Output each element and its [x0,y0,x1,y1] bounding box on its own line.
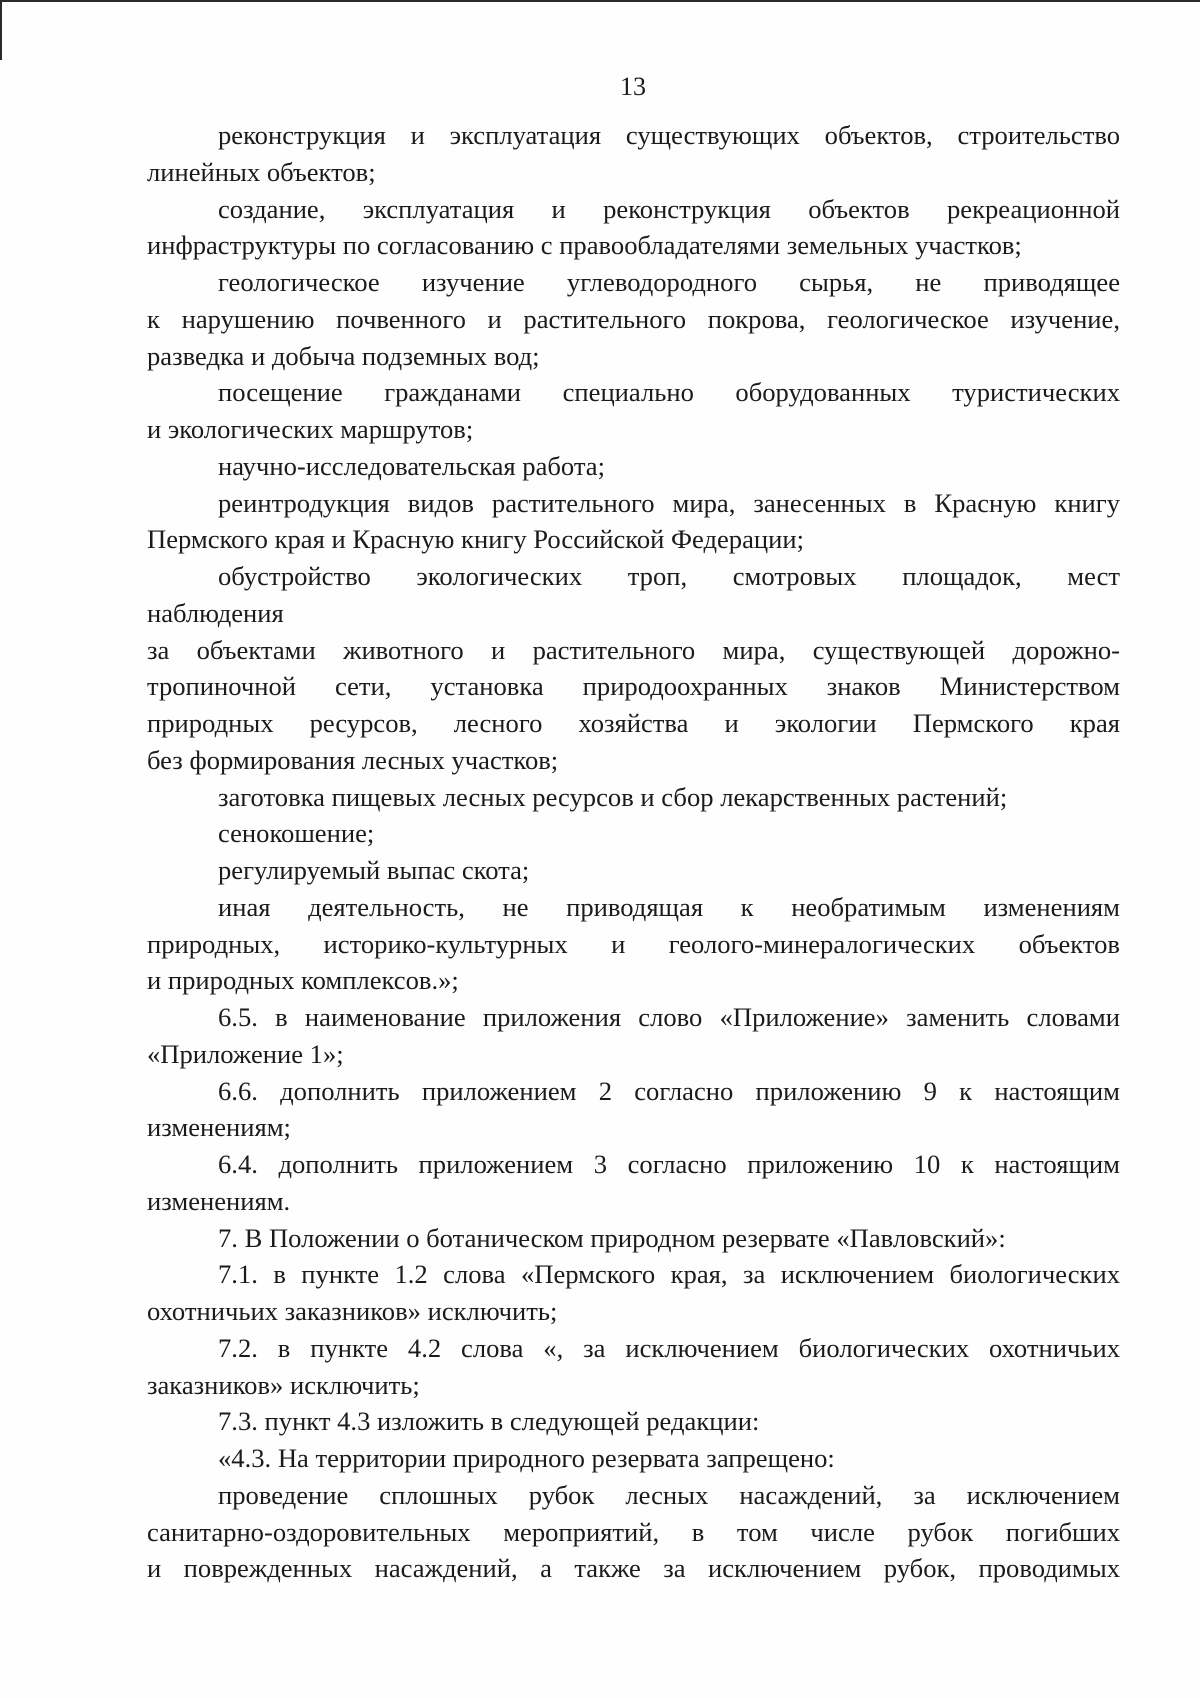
text-line: обустройство экологических троп, смотровых площадок, мест [218,561,1120,591]
text-line: Пермского края и Красную книгу Российской Федерации; [147,524,804,555]
text-line: природных ресурсов, лесного хозяйства и экологии Пермского края [147,708,1120,738]
text-line: 7.1. в пункте 1.2 слова «Пермского края, за исключением биологических [218,1259,1120,1290]
text-line: «Приложение 1»; [147,1038,344,1069]
text-line: иная деятельность, не приводящая к необратимым изменениям [218,891,1120,922]
text-line: и поврежденных насаждений, а также за исключением рубок, проводимых [147,1553,1120,1584]
text-line: тропиночной сети, установка природоохранных знаков Министерством [147,671,1120,702]
text-line: заготовка пищевых лесных ресурсов и сбор лекарственных растений; [218,781,1008,812]
text-line: 7. В Положении о ботаническом природном резервате «Павловский»: [218,1222,1006,1253]
text-line: к нарушению почвенного и растительного покрова, геологическое изучение, [147,303,1120,334]
text-line: изменениям. [147,1185,291,1216]
text-line: изменениям; [147,1112,291,1143]
scan-edge-top [0,0,1200,2]
text-line: без формирования лесных участков; [147,744,559,775]
text-line: сенокошение; [218,818,375,849]
text-line: за объектами животного и растительного мира, существующей дорожно- [147,634,1120,665]
text-line: посещение гражданами специально оборудованных туристических [218,377,1120,408]
text-line: реинтродукция видов растительного мира, занесенных в Красную книгу [218,487,1120,518]
text-line: наблюдения [147,597,284,628]
page-number: 13 [620,72,646,101]
text-line: и природных комплексов.»; [147,965,459,996]
text-line: 6.4. дополнить приложением 3 согласно приложению 10 к настоящим [218,1149,1120,1179]
text-line: регулируемый выпас скота; [218,855,530,885]
text-line: линейных объектов; [147,156,376,187]
text-line: 6.5. в наименование приложения слово «Приложение» заменить словами [218,1002,1120,1032]
text-line: и экологических маршрутов; [147,414,474,444]
text-line: разведка и добыча подземных вод; [147,340,540,371]
text-line: природных, историко-культурных и геолого-минералогических объектов [147,928,1120,959]
text-line: «4.3. На территории природного резервата запрещено: [218,1443,835,1473]
text-line: заказников» исключить; [147,1369,420,1400]
scan-edge-left [0,0,2,60]
text-line: санитарно-оздоровительных мероприятий, в том числе рубок погибших [147,1516,1120,1547]
text-line: проведение сплошных рубок лесных насаждений, за исключением [218,1479,1120,1510]
text-line: 7.3. пункт 4.3 изложить в следующей редакции: [218,1406,760,1437]
text-line: реконструкция и эксплуатация существующих объектов, строительство [218,120,1120,150]
text-line: научно-исследовательская работа; [218,450,605,481]
text-line: инфраструктуры по согласованию с правообладателями земельных участков; [147,230,1022,261]
text-line: охотничьих заказников» исключить; [147,1296,558,1326]
text-line: геологическое изучение углеводородного сырья, не приводящее [218,267,1120,297]
text-line: создание, эксплуатация и реконструкция объектов рекреационной [218,193,1120,224]
text-line: 7.2. в пункте 4.2 слова «, за исключением биологических охотничьих [218,1332,1120,1363]
text-line: 6.6. дополнить приложением 2 согласно приложению 9 к настоящим [218,1075,1120,1106]
